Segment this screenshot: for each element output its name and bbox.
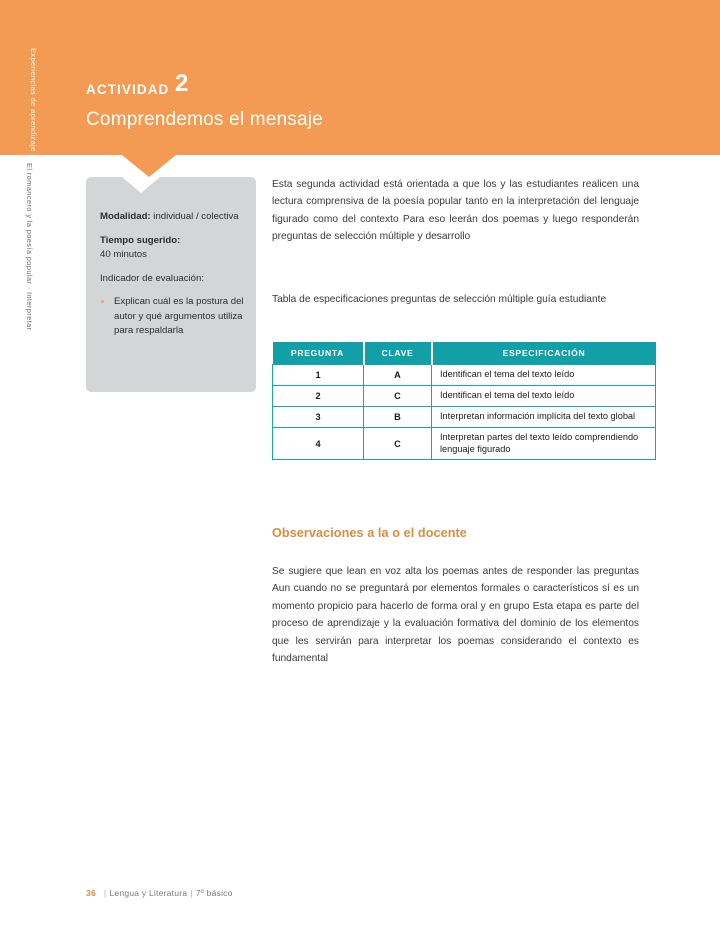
footer-separator-2: | — [190, 888, 193, 898]
bullet-dot-icon — [101, 300, 104, 303]
footer-subject: Lengua y Literatura — [109, 888, 188, 898]
indicator-list-item — [100, 295, 246, 339]
info-card-notch — [122, 177, 160, 193]
cell-clave: A — [364, 365, 432, 386]
table-intro-paragraph: Tabla de especificaciones preguntas de selección múltiple guía estudiante — [272, 294, 607, 305]
time-line — [100, 234, 246, 263]
cell-pregunta: 3 — [273, 407, 364, 428]
page-footer — [86, 888, 233, 898]
page-title: Comprendemos el mensaje — [86, 109, 323, 130]
time-label: Tiempo sugerido: — [100, 234, 181, 246]
cell-clave: B — [364, 407, 432, 428]
footer-grade: 7º básico — [195, 888, 233, 898]
column-header-pregunta: PREGUNTA — [273, 342, 364, 365]
cell-especificacion: Identifican el tema del texto leído — [432, 386, 656, 407]
indicator-label: Indicador de evaluación: — [100, 272, 205, 284]
activity-kicker: ACTIVIDAD — [86, 82, 170, 97]
indicator-item-text: Explican cuál es la postura del autor y qué argumentos utiliza para respaldarla — [114, 296, 244, 336]
table-row — [273, 428, 656, 460]
table-row — [273, 386, 656, 407]
activity-info-card — [86, 177, 256, 392]
sidebar-strip — [0, 0, 50, 155]
observations-paragraph: Se sugiere que lean en voz alta los poemas antes de responder las preguntas Aun cuando no se preguntará por elementos formales o característicos sí es un momento propicio para hacerlo de forma oral y en grupo Esta etapa es parte del proceso de aprendizaje y la evaluación formativa del dominio de los elementos que les servirán para interpretar los poemas considerando el contexto es fundamental — [272, 566, 639, 665]
modality-value: individual / colectiva — [150, 211, 239, 222]
cell-pregunta: 2 — [273, 386, 364, 407]
modality-label: Modalidad: — [100, 211, 151, 222]
column-header-clave: CLAVE — [364, 342, 432, 365]
time-value: 40 minutos — [100, 249, 147, 260]
intro-paragraph: Esta segunda actividad está orientada a que los y las estudiantes realicen una lectura comprensiva de la poesía popular tanto en la interpretación del lenguaje figurado como del contexto Para eso leerán dos poemas y luego responderán preguntas de selección múltiple y desarrollo — [272, 179, 639, 243]
specifications-table — [272, 342, 656, 460]
column-header-especificacion: ESPECIFICACIÓN — [432, 342, 656, 365]
header-notch-triangle — [122, 155, 176, 177]
sidebar-unit-label: El romancero y la poesía popular · Interpretar — [25, 163, 34, 331]
sidebar-section-label: Experiencias de aprendizaje — [29, 48, 38, 152]
cell-pregunta: 1 — [273, 365, 364, 386]
cell-especificacion: Identifican el tema del texto leído — [432, 365, 656, 386]
info-card-body — [100, 210, 246, 339]
footer-separator-1: | — [103, 888, 107, 898]
modality-line — [100, 210, 246, 225]
activity-header-band — [50, 0, 720, 155]
table-row — [273, 407, 656, 428]
observations-heading: Observaciones a la o el docente — [272, 526, 467, 540]
table-header-row — [273, 342, 656, 365]
cell-especificacion: Interpretan partes del texto leído comprendiendo lenguaje figurado — [432, 428, 656, 460]
footer-page-number: 36 — [86, 888, 96, 898]
cell-clave: C — [364, 428, 432, 460]
cell-pregunta: 4 — [273, 428, 364, 460]
table-row — [273, 365, 656, 386]
specifications-table-head — [273, 342, 656, 365]
specifications-table-body — [273, 365, 656, 460]
activity-number: 2 — [175, 70, 189, 97]
cell-clave: C — [364, 386, 432, 407]
cell-especificacion: Interpretan información implícita del texto global — [432, 407, 656, 428]
